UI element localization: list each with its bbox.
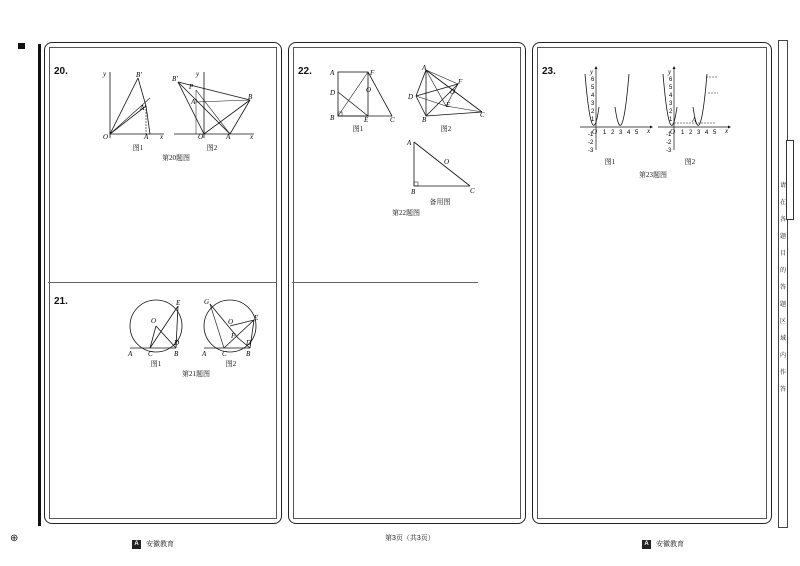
- brand-logo-icon: A: [132, 540, 141, 549]
- q23-g2-point-a: A: [692, 116, 697, 124]
- q23-g1-axis-x: x: [647, 127, 651, 135]
- q21-f2-label-b: B: [246, 350, 251, 358]
- brand-right: [642, 539, 684, 549]
- q22-f3-label-c: C: [470, 187, 475, 195]
- q23-g2-origin: O: [670, 128, 676, 136]
- side-note-char: 答: [779, 285, 786, 291]
- side-note-char: 题: [779, 302, 786, 308]
- q22-f2-label-a: A: [422, 64, 427, 72]
- q22-figure-2: [406, 64, 488, 122]
- registration-crosshair-icon: ⊕: [10, 533, 19, 544]
- q21-group-caption: 第21题图: [182, 370, 210, 378]
- q23-g2-axis-y: y: [668, 68, 672, 76]
- q23-g1-origin: O: [592, 128, 598, 136]
- q21-f2-label-o: O: [228, 318, 234, 326]
- brand-logo-icon: A: [642, 540, 651, 549]
- q21-figure-1: [124, 298, 186, 358]
- q23-g1-ytick-m1: -1: [588, 132, 594, 138]
- q23-g1-ytick-2: 2: [591, 109, 595, 115]
- q23-g2-xtick-5: 5: [713, 130, 717, 136]
- q22-f1-label-a: A: [330, 69, 335, 77]
- q22-f1-label-d: D: [330, 89, 336, 97]
- side-note-char: 请: [779, 183, 786, 189]
- question-20-number: 20.: [54, 66, 68, 77]
- brand-left: [132, 539, 174, 549]
- q21-f1-label-a: A: [128, 350, 133, 358]
- q22-f2-label-d: D: [408, 93, 414, 101]
- q21-f2-label-d: D: [246, 339, 252, 347]
- q23-g1-ytick-4: 4: [591, 93, 595, 99]
- q22-fig1-caption: 图1: [352, 125, 364, 133]
- q20-f2-label-y: y: [196, 70, 200, 78]
- q20-f2-label-o: O: [198, 133, 204, 140]
- q22-fig2-caption: 图2: [440, 125, 452, 133]
- q21-f2-label-c: C: [222, 350, 227, 358]
- question-21-number: 21.: [54, 296, 68, 307]
- q23-g2-ytick-2: 2: [669, 109, 673, 115]
- side-note-char: 作: [779, 370, 786, 376]
- q22-f2-label-o: O: [450, 88, 456, 96]
- registration-block-right: [786, 140, 794, 220]
- question-23-number: 23.: [542, 66, 556, 77]
- q23-g1-xtick-1: 1: [603, 130, 607, 136]
- q20-fig1-caption: 图1: [132, 144, 144, 152]
- q20-fig2-caption: 图2: [206, 144, 218, 152]
- q22-f1-label-b: B: [330, 114, 335, 122]
- q22-group-caption: 第22题图: [392, 209, 420, 217]
- side-note-char: 的: [779, 268, 786, 274]
- q22-f1-label-f: F: [370, 69, 375, 77]
- q22-f2-label-c: C: [480, 111, 485, 119]
- q23-graph-1: [578, 66, 654, 152]
- page-number: 第3页（共3页）: [385, 535, 435, 542]
- q23-g1-axis-y: y: [590, 68, 594, 76]
- side-note-char: 区: [779, 319, 786, 325]
- q22-f2-label-f: F: [458, 78, 463, 86]
- q21-f1-label-e: E: [176, 299, 181, 307]
- q23-g1-ytick-3: 3: [591, 101, 595, 107]
- q21-f2-label-f: F: [231, 332, 236, 340]
- side-note: [779, 180, 787, 393]
- q23-g2-axis-x: x: [725, 127, 729, 135]
- q20-f2-label-bp: B': [172, 75, 178, 83]
- q20-f1-label-ap: A': [140, 104, 146, 112]
- q20-f2-label-x: x: [250, 133, 254, 140]
- q23-g2-ytick-m3: -3: [666, 148, 672, 152]
- q23-g2-xtick-1: 1: [681, 130, 685, 136]
- q23-g2-xtick-2: 2: [689, 130, 693, 136]
- q20-f2-label-ap: A': [191, 98, 197, 106]
- question-22-number: 22.: [298, 66, 312, 77]
- brand-name: 安徽教育: [146, 541, 174, 548]
- q23-g1-ytick-5: 5: [591, 85, 595, 91]
- q22-f1-label-o: O: [366, 86, 372, 94]
- q21-f1-label-o: O: [151, 317, 157, 325]
- q23-fig2-caption: 图2: [684, 158, 696, 166]
- q22-f2-label-b: B: [422, 116, 427, 122]
- q21-f2-label-e: E: [254, 314, 259, 322]
- q21-f1-label-d: D: [174, 339, 180, 347]
- q21-f2-label-g: G: [204, 298, 210, 306]
- q23-g2-ytick-5: 5: [669, 85, 673, 91]
- q23-g1-ytick-m3: -3: [588, 148, 594, 152]
- q23-group-caption: 第23题图: [639, 171, 667, 179]
- q22-figure-3: [402, 136, 478, 196]
- q21-fig2-caption: 图2: [225, 360, 237, 368]
- q22-f3-label-b: B: [411, 188, 416, 196]
- q22-figure-1: [326, 64, 396, 122]
- q21-fig1-caption: 图1: [150, 360, 162, 368]
- q20-f1-label-o: O: [103, 133, 109, 140]
- side-note-char: 各: [779, 217, 786, 223]
- q23-g2-ytick-6: 6: [669, 77, 673, 83]
- q21-f1-label-b: B: [174, 350, 179, 358]
- side-note-char: 在: [779, 200, 786, 206]
- q20-f1-label-bp: B': [136, 71, 142, 79]
- side-note-char: 域: [779, 336, 786, 342]
- q23-g2-xtick-3: 3: [697, 130, 701, 136]
- q23-g1-ytick-m2: -2: [588, 140, 594, 146]
- q23-graph-2: [656, 66, 732, 152]
- q20-f1-label-x: x: [160, 133, 164, 140]
- q23-g1-ytick-6: 6: [591, 77, 595, 83]
- q20-f1-label-y: y: [103, 70, 107, 78]
- q23-g2-xtick-4: 4: [705, 130, 709, 136]
- q21-figure-2: [198, 298, 262, 358]
- q23-g1-ytick-1: 1: [591, 117, 595, 123]
- q23-g2-ytick-m2: -2: [666, 140, 672, 146]
- q20-f2-label-p: P: [189, 83, 194, 91]
- q22-f3-label-a: A: [407, 139, 412, 147]
- q23-fig1-caption: 图1: [604, 158, 616, 166]
- registration-bar-left: [38, 44, 41, 526]
- q23-g2-ytick-m1: -1: [666, 132, 672, 138]
- side-note-char: 题: [779, 234, 786, 240]
- q22-f1-label-e: E: [364, 116, 369, 122]
- q23-g2-ytick-4: 4: [669, 93, 673, 99]
- q23-g2-ytick-1: 1: [669, 117, 673, 123]
- q20-figure-1: [98, 68, 168, 140]
- q20-q21-divider: [48, 282, 276, 283]
- q22-f3-label-o: O: [444, 158, 450, 166]
- q22-fig3-caption: 备用图: [429, 198, 451, 206]
- q22-f2-label-e: E: [446, 101, 451, 109]
- q23-g1-xtick-3: 3: [619, 130, 623, 136]
- q20-figure-2: [170, 68, 258, 140]
- q21-f1-label-c: C: [148, 350, 153, 358]
- q23-g1-xtick-2: 2: [611, 130, 615, 136]
- q23-g1-xtick-5: 5: [635, 130, 639, 136]
- side-note-char: 答: [779, 387, 786, 393]
- registration-block-top: [18, 43, 25, 49]
- side-note-char: 目: [779, 251, 786, 257]
- q22-section-divider: [292, 282, 478, 283]
- q21-f2-label-a: A: [202, 350, 207, 358]
- side-note-char: 内: [779, 353, 786, 359]
- q23-g1-xtick-4: 4: [627, 130, 631, 136]
- q20-f1-label-a: A: [144, 133, 149, 140]
- q23-g2-ytick-3: 3: [669, 101, 673, 107]
- q20-f2-label-a: A: [226, 133, 231, 140]
- q20-group-caption: 第20题图: [162, 154, 190, 162]
- q20-f2-label-b: B: [248, 93, 253, 101]
- q22-f1-label-c: C: [390, 116, 395, 122]
- brand-name: 安徽教育: [656, 541, 684, 548]
